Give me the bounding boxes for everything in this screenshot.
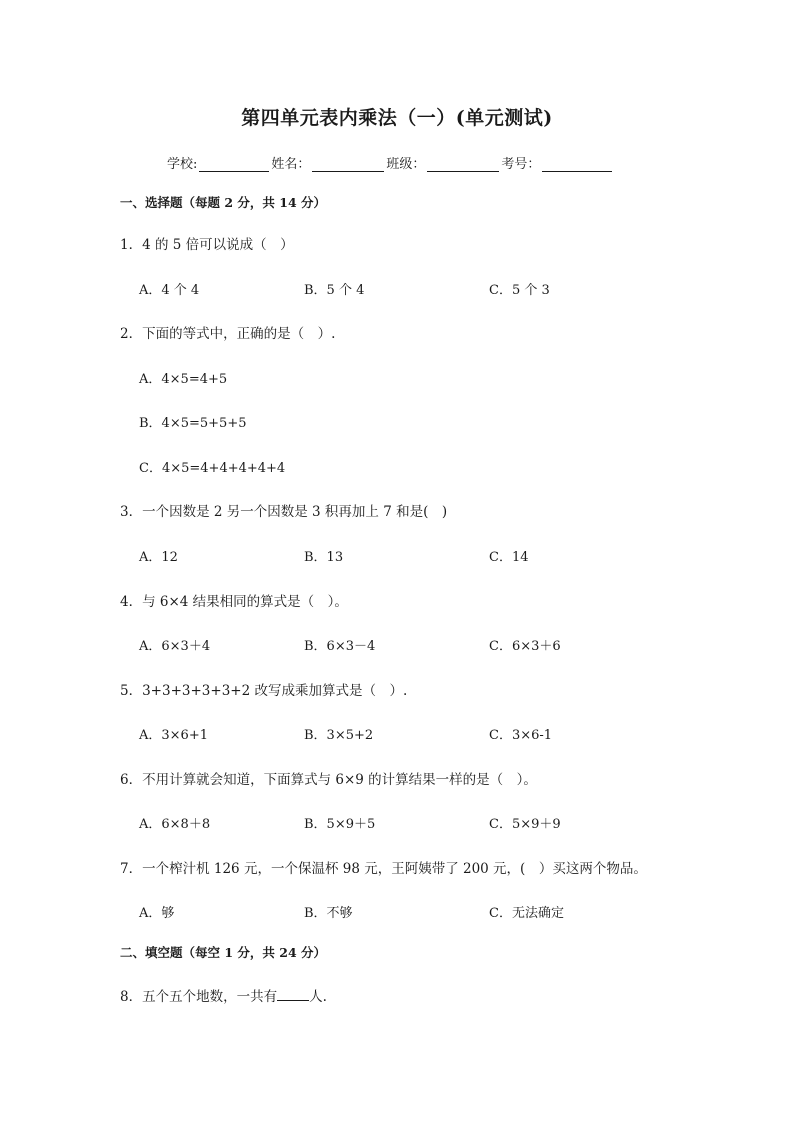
q5-option-c[interactable]: C．3×6-1 — [489, 728, 553, 743]
q1-option-a[interactable]: A．4 个 4 — [139, 283, 200, 298]
question-8-text-after: 人. — [309, 989, 327, 1005]
student-info-line — [167, 153, 614, 172]
answer-blank[interactable] — [277, 987, 309, 1001]
question-8 — [120, 985, 327, 1005]
q5-option-a[interactable]: A．3×6+1 — [139, 728, 208, 743]
q6-option-b[interactable]: B．5×9＋5 — [304, 817, 376, 832]
q2-option-b[interactable]: B．4×5=5+5+5 — [139, 416, 247, 431]
q1-option-b[interactable]: B．5 个 4 — [304, 283, 365, 298]
section-heading-choice: 一、选择题（每题 2 分，共 14 分） — [120, 195, 327, 210]
question-1: 1．4 的 5 倍可以说成（ ） — [120, 237, 294, 253]
school-blank[interactable] — [199, 157, 269, 172]
q3-option-b[interactable]: B．13 — [304, 550, 344, 565]
question-4: 4．与 6×4 结果相同的算式是（ ）。 — [120, 594, 348, 610]
question-8-text-before: 8．五个五个地数，一共有 — [120, 989, 278, 1005]
question-7: 7．一个榨汁机 126 元，一个保温杯 98 元，王阿姨带了 200 元，( ）买这两个物品。 — [120, 861, 647, 877]
q7-option-b[interactable]: B．不够 — [304, 906, 353, 921]
q7-option-c[interactable]: C．无法确定 — [489, 906, 564, 921]
q4-option-b[interactable]: B．6×3－4 — [304, 639, 376, 654]
q6-option-a[interactable]: A．6×8＋8 — [139, 817, 211, 832]
exam-no-label: 考号： — [501, 157, 541, 172]
q4-option-a[interactable]: A．6×3＋4 — [139, 639, 211, 654]
q6-option-c[interactable]: C．5×9＋9 — [489, 817, 561, 832]
q7-option-a[interactable]: A．够 — [139, 906, 175, 921]
exam-no-blank[interactable] — [542, 157, 612, 172]
q3-option-a[interactable]: A．12 — [139, 550, 178, 565]
page-title: 第四单元表内乘法（一）(单元测试) — [241, 107, 553, 129]
name-label: 姓名： — [271, 157, 311, 172]
school-label: 学校: — [167, 157, 198, 172]
q3-option-c[interactable]: C．14 — [489, 550, 529, 565]
q2-option-c[interactable]: C．4×5=4+4+4+4+4 — [139, 461, 286, 476]
q1-option-c[interactable]: C．5 个 3 — [489, 283, 550, 298]
class-label: 班级： — [386, 157, 426, 172]
section-heading-fill: 二、填空题（每空 1 分，共 24 分） — [120, 945, 327, 960]
question-3: 3．一个因数是 2 另一个因数是 3 积再加上 7 和是( ) — [120, 504, 448, 520]
q4-option-c[interactable]: C．6×3＋6 — [489, 639, 561, 654]
q2-option-a[interactable]: A．4×5=4+5 — [139, 372, 228, 387]
q5-option-b[interactable]: B．3×5+2 — [304, 728, 374, 743]
class-blank[interactable] — [427, 157, 499, 172]
name-blank[interactable] — [312, 157, 384, 172]
question-2: 2．下面的等式中，正确的是（ ）. — [120, 326, 336, 342]
question-6: 6．不用计算就会知道，下面算式与 6×9 的计算结果一样的是（ ）。 — [120, 772, 537, 788]
question-5: 5．3+3+3+3+3+2 改写成乘加算式是（ ）. — [120, 683, 408, 699]
